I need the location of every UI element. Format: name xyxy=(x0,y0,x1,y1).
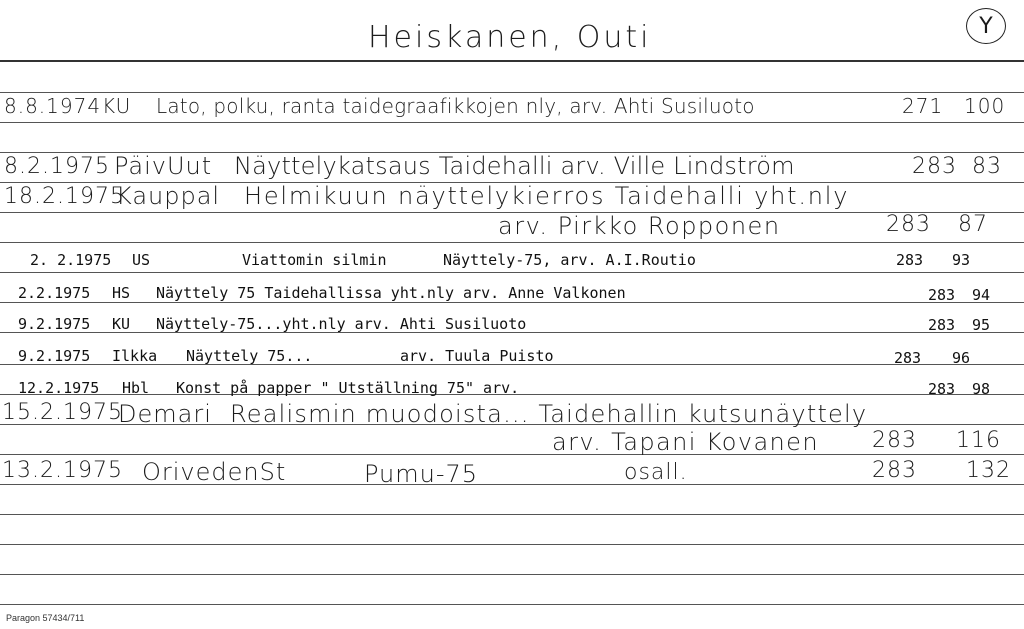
entry-text2: osall. xyxy=(624,460,688,485)
entry-source: OrivedenSt xyxy=(142,458,287,486)
corner-mark-letter: Y xyxy=(979,13,993,39)
entry-ref1: 283 xyxy=(928,316,956,334)
ruled-line xyxy=(0,302,1024,303)
entry-source: KU xyxy=(112,315,131,333)
entry-text: Näyttely 75 Taidehallissa yht.nly arv. Anne Valkonen xyxy=(156,284,626,302)
entry-source: Ilkka xyxy=(112,347,158,365)
entry-text: Näyttely-75...yht.nly arv. Ahti Susiluoto xyxy=(156,315,527,333)
entry-ref2: 116 xyxy=(956,428,1001,453)
entry-ref2: 95 xyxy=(972,316,991,334)
entry-date: 9.2.1975 xyxy=(18,347,91,365)
ruled-line xyxy=(0,544,1024,545)
entry-ref1: 283 xyxy=(872,428,917,453)
entry-text2: Näyttely-75, arv. A.I.Routio xyxy=(443,251,696,269)
corner-mark xyxy=(966,8,1006,44)
entry-ref1: 283 xyxy=(872,458,917,483)
entry-source: HS xyxy=(112,284,131,302)
entry-ref1: 283 xyxy=(928,380,956,398)
entry-ref1: 283 xyxy=(912,154,957,179)
entry-ref2: 94 xyxy=(972,286,991,304)
ruled-line xyxy=(0,242,1024,243)
entry-text: Helmikuun näyttelykierros Taidehalli yht.nly xyxy=(244,182,850,210)
header-rule xyxy=(0,60,1024,62)
entry-ref1: 283 xyxy=(896,251,924,269)
entry-date: 2. 2.1975 xyxy=(30,251,112,269)
entry-date: 8.2.1975 xyxy=(4,154,110,179)
entry-ref2: 83 xyxy=(972,154,1002,179)
entry-text2: arv. Tapani Kovanen xyxy=(552,428,819,456)
ruled-line xyxy=(0,604,1024,605)
entry-text: Näyttelykatsaus Taidehalli arv. Ville Lindström xyxy=(234,152,795,180)
entry-ref1: 271 xyxy=(902,94,944,118)
entry-ref2: 132 xyxy=(966,458,1011,483)
entry-text: Näyttely 75... xyxy=(186,347,313,365)
entry-source: KU xyxy=(102,94,132,118)
entry-text: Viattomin silmin xyxy=(242,251,387,269)
entry-source: PäivUut xyxy=(114,152,213,180)
entry-date: 8.8.1974 xyxy=(4,94,102,118)
entry-ref2: 93 xyxy=(952,251,971,269)
entry-source: US xyxy=(132,251,151,269)
entry-ref1: 283 xyxy=(886,212,931,237)
ruled-line xyxy=(0,92,1024,93)
ruled-line xyxy=(0,574,1024,575)
entry-date: 9.2.1975 xyxy=(18,315,91,333)
entry-text: Konst på papper " Utställning 75" arv. xyxy=(176,379,520,397)
entry-date: 15.2.1975 xyxy=(2,400,123,425)
entry-ref2: 100 xyxy=(964,94,1006,118)
entry-ref2: 98 xyxy=(972,380,991,398)
entry-source: Demari xyxy=(118,400,212,428)
entry-ref1: 283 xyxy=(928,286,956,304)
entry-date: 13.2.1975 xyxy=(2,458,123,483)
entry-date: 18.2.1975 xyxy=(4,184,125,209)
card-title: Heiskanen, Outi xyxy=(368,20,652,55)
card-footer: Paragon 57434/711 xyxy=(6,613,85,623)
ruled-line xyxy=(0,272,1024,273)
entry-source: Hbl xyxy=(122,379,150,397)
ruled-line xyxy=(0,514,1024,515)
entry-text: Pumu-75 xyxy=(364,460,479,488)
entry-text2: arv. Tuula Puisto xyxy=(400,347,554,365)
entry-text: Lato, polku, ranta taidegraafikkojen nly, arv. Ahti Susiluoto xyxy=(156,94,755,118)
entry-date: 2.2.1975 xyxy=(18,284,91,302)
ruled-line xyxy=(0,454,1024,455)
entry-date: 12.2.1975 xyxy=(18,379,100,397)
entry-text: Realismin muodoista... Taidehallin kutsunäyttely xyxy=(230,400,868,428)
entry-ref1: 283 xyxy=(894,349,922,367)
entry-text2: arv. Pirkko Ropponen xyxy=(498,212,781,240)
entry-ref2: 87 xyxy=(958,212,988,237)
entry-source: Kauppal xyxy=(116,182,221,210)
ruled-line xyxy=(0,122,1024,123)
entry-ref2: 96 xyxy=(952,349,971,367)
